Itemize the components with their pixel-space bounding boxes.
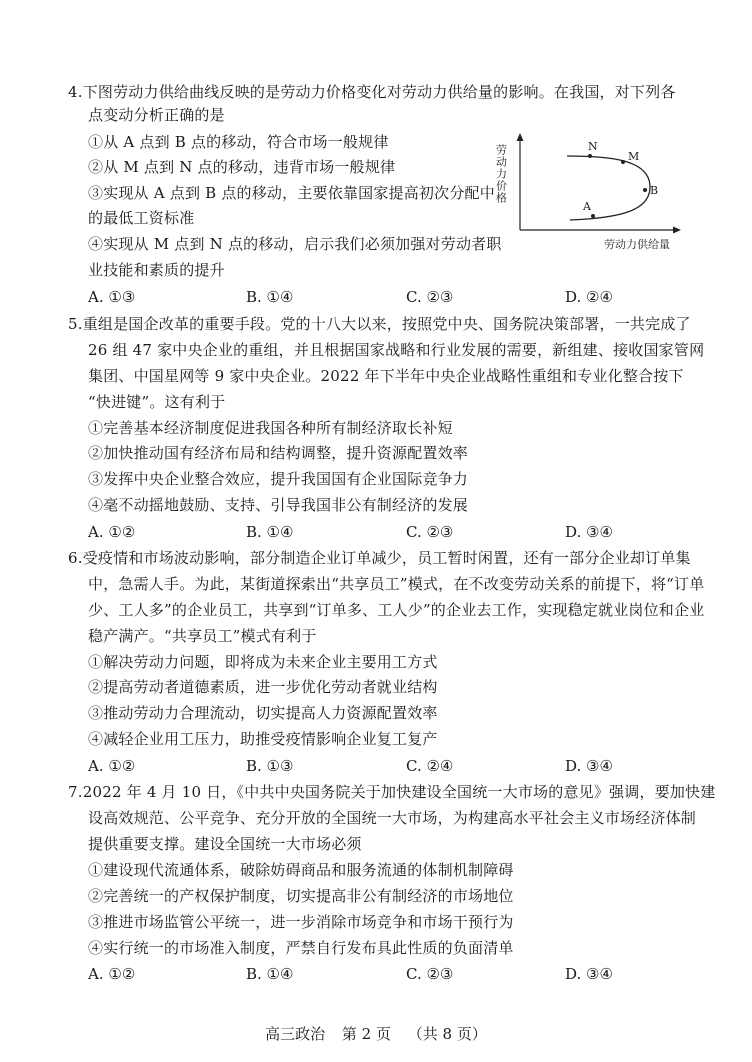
q6-stem-line-3: 少、工人多”的企业员工，共享到“订单多、工人少”的企业去工作，实现稳定就业岗位和企业	[88, 601, 705, 619]
y-axis-arrow	[517, 133, 524, 141]
q7-option-a[interactable]: A. ①②	[88, 965, 136, 983]
q5-item-1: ①完善基本经济制度促进我国各种所有制经济取长补短	[88, 419, 453, 437]
q5-option-d[interactable]: D. ③④	[565, 523, 613, 541]
q6-stem-line-1: 6.受疫情和市场波动影响，部分制造企业订单减少，员工暂时闲置，还有一部分企业却订单集	[68, 549, 691, 567]
q7-item-1: ①建设现代流通体系，破除妨碍商品和服务流通的体制机制障碍	[88, 861, 514, 879]
q5-item-4: ④毫不动摇地鼓励、支持、引导我国非公有制经济的发展	[88, 496, 469, 514]
q6-option-a[interactable]: A. ①②	[88, 757, 136, 775]
q5-stem-line-3: 集团、中国星网等 9 家中央企业。2022 年下半年中央企业战略性重组和专业化整合按下	[88, 367, 684, 385]
q6-option-d[interactable]: D. ③④	[565, 757, 613, 775]
x-axis-arrow	[673, 227, 681, 234]
y-axis-label: 劳动力价格	[494, 144, 508, 204]
q7-stem-line-1: 7.2022 年 4 月 10 日，《中共中央国务院关于加快建设全国统一大市场的意见》强调，要加快建	[68, 783, 716, 801]
q5-stem-line-4: “快进键”。这有利于	[88, 393, 226, 411]
q4-option-a[interactable]: A. ①③	[88, 288, 136, 306]
q4-item-1: ①从 A 点到 B 点的移动，符合市场一般规律	[88, 133, 389, 151]
q4-item-3-cont: 的最低工资标准	[88, 209, 195, 227]
q7-item-4: ④实行统一的市场准入制度，严禁自行发布具此性质的负面清单	[88, 939, 514, 957]
q4-stem-line-1: 4.下图劳动力供给曲线反映的是劳动力价格变化对劳动力供给量的影响。在我国，对下列各	[68, 83, 676, 101]
q7-item-3: ③推进市场监管公平统一，进一步消除市场竞争和市场干预行为	[88, 913, 514, 931]
q5-stem-line-1: 5.重组是国企改革的重要手段。党的十八大以来，按照党中央、国务院决策部署，一共完成了	[68, 315, 691, 333]
q6-stem-line-2: 中，急需人手。为此，某街道探索出“共享员工”模式，在不改变劳动关系的前提下，将“订单	[88, 575, 705, 593]
q7-stem-line-3: 提供重要支撑。建设全国统一大市场必须	[88, 835, 362, 853]
q5-option-a[interactable]: A. ①②	[88, 523, 136, 541]
q4-option-b[interactable]: B. ①④	[246, 288, 294, 306]
q6-item-1: ①解决劳动力问题，即将成为未来企业主要用工方式	[88, 653, 438, 671]
q5-option-c[interactable]: C. ②③	[406, 523, 454, 541]
q7-stem-line-2: 设高效规范、公平竞争、充分开放的全国统一大市场，为构建高水平社会主义市场经济体制	[88, 809, 697, 827]
q5-item-3: ③发挥中央企业整合效应，提升我国国有企业国际竞争力	[88, 470, 469, 488]
q7-option-b[interactable]: B. ①④	[246, 965, 294, 983]
q4-option-d[interactable]: D. ②④	[565, 288, 613, 306]
q4-item-4: ④实现从 M 点到 N 点的移动，启示我们必须加强对劳动者职	[88, 235, 502, 253]
point-n-label: N	[588, 140, 598, 153]
q7-option-c[interactable]: C. ②③	[406, 965, 454, 983]
q4-option-c[interactable]: C. ②③	[406, 288, 454, 306]
point-b-dot	[643, 188, 647, 192]
footer-subject: 高三政治	[265, 1025, 326, 1043]
supply-curve	[567, 156, 650, 220]
q4-item-4-cont: 业技能和素质的提升	[88, 261, 225, 279]
q6-stem-line-4: 稳产满产。“共享员工”模式有利于	[88, 627, 317, 645]
page-footer	[0, 1024, 752, 1044]
q7-option-d[interactable]: D. ③④	[565, 965, 613, 983]
footer-total-pages: （共 8 页）	[407, 1025, 487, 1043]
q4-stem-line-2: 点变动分析正确的是	[88, 106, 225, 124]
point-a-dot	[591, 214, 595, 218]
q4-item-2: ②从 M 点到 N 点的移动，违背市场一般规律	[88, 158, 396, 176]
point-n-dot	[588, 154, 592, 158]
q5-option-b[interactable]: B. ①④	[246, 523, 294, 541]
q7-item-2: ②完善统一的产权保护制度，切实提高非公有制经济的市场地位	[88, 887, 514, 905]
q5-stem-line-2: 26 组 47 家中央企业的重组，并且根据国家战略和行业发展的需要，新组建、接收国家管网	[88, 341, 705, 359]
point-m-label: M	[628, 150, 640, 163]
footer-page-number: 第 2 页	[341, 1025, 391, 1043]
point-m-dot	[621, 160, 625, 164]
q4-item-3: ③实现从 A 点到 B 点的移动，主要依靠国家提高初次分配中	[88, 184, 495, 202]
point-a-label: A	[583, 200, 591, 213]
x-axis-label: 劳动力供给量	[604, 238, 670, 251]
q6-item-4: ④减轻企业用工压力，助推受疫情影响企业复工复产	[88, 730, 438, 748]
q6-item-2: ②提高劳动者道德素质，进一步优化劳动者就业结构	[88, 678, 438, 696]
point-b-label: B	[650, 184, 659, 197]
q6-option-b[interactable]: B. ①③	[246, 757, 294, 775]
q6-item-3: ③推动劳动力合理流动，切实提高人力资源配置效率	[88, 704, 438, 722]
labor-supply-graph	[492, 130, 692, 255]
q6-option-c[interactable]: C. ②④	[406, 757, 454, 775]
q5-item-2: ②加快推动国有经济布局和结构调整，提升资源配置效率	[88, 444, 469, 462]
